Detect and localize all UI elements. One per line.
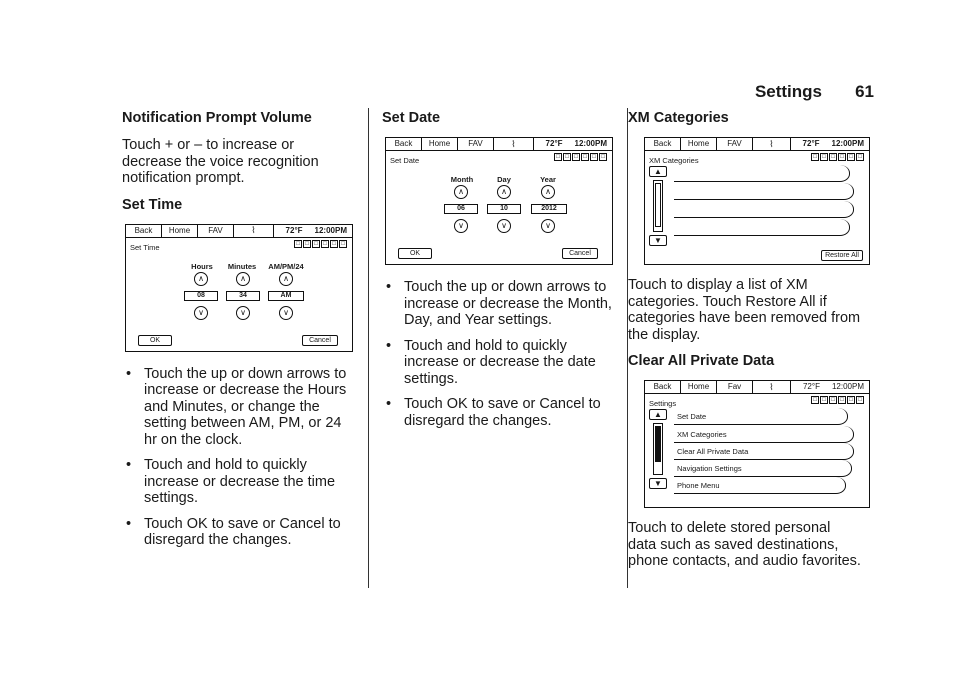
- heading-clear-private-data: Clear All Private Data: [628, 353, 775, 369]
- status-icon: □: [856, 396, 864, 404]
- home-button[interactable]: Home: [681, 381, 717, 393]
- back-button[interactable]: Back: [126, 225, 162, 237]
- fav-button[interactable]: FAV: [198, 225, 234, 237]
- month-down-button[interactable]: ∨: [454, 219, 468, 233]
- climate-icon[interactable]: ⌇: [753, 138, 791, 150]
- month-up-button[interactable]: ∧: [454, 185, 468, 199]
- clock: 12:00PM: [831, 382, 864, 391]
- ampm-label: AM/PM/24: [268, 261, 304, 271]
- ok-button[interactable]: OK: [398, 248, 432, 259]
- settings-screen: [644, 380, 870, 508]
- hours-value: 08: [184, 291, 218, 301]
- bullet-item: • Touch the up or down arrows to increase or decrease the Hours and Minutes, or change the setting between AM, PM, or 24 hr on the clock.: [126, 365, 347, 448]
- status-icon: □: [294, 240, 302, 248]
- clock: 12:00PM: [574, 139, 607, 148]
- list-item-xm-categories[interactable]: XM Categories: [674, 426, 854, 443]
- temperature: 72°F: [802, 139, 820, 148]
- ampm-up-button[interactable]: ∧: [279, 272, 293, 286]
- cancel-button[interactable]: Cancel: [302, 335, 338, 346]
- climate-icon[interactable]: ⌇: [234, 225, 274, 237]
- fav-button[interactable]: Fav: [717, 381, 753, 393]
- day-up-button[interactable]: ∧: [497, 185, 511, 199]
- status-icon: □: [838, 396, 846, 404]
- status-icons: [811, 153, 864, 161]
- status-icon: □: [330, 240, 338, 248]
- fav-button[interactable]: FAV: [458, 138, 494, 150]
- temperature: 72°F: [802, 382, 820, 391]
- status-icons: [811, 396, 864, 404]
- ampm-value: AM: [268, 291, 304, 301]
- status-icon: □: [811, 396, 819, 404]
- status-icon: □: [829, 396, 837, 404]
- list-item-set-date[interactable]: Set Date: [674, 408, 848, 425]
- column-2: [382, 110, 618, 438]
- year-up-button[interactable]: ∧: [541, 185, 555, 199]
- home-button[interactable]: Home: [422, 138, 458, 150]
- scroll-down-button[interactable]: ▼: [649, 235, 667, 246]
- clear-data-paragraph: Touch to delete stored personal data such as saved destinations, phone contacts, and audio favorites.: [628, 520, 861, 569]
- back-button[interactable]: Back: [645, 138, 681, 150]
- status-icon: □: [339, 240, 347, 248]
- column-3: [628, 110, 878, 580]
- screen-title: XM Categories: [649, 156, 699, 165]
- status-icon: □: [820, 396, 828, 404]
- minutes-value: 34: [226, 291, 260, 301]
- fav-button[interactable]: FAV: [717, 138, 753, 150]
- xm-categories-screen: [644, 137, 870, 265]
- status-icon: □: [303, 240, 311, 248]
- back-button[interactable]: Back: [645, 381, 681, 393]
- list-item-clear-private-data[interactable]: Clear All Private Data: [674, 443, 854, 460]
- heading-xm-categories: XM Categories: [628, 110, 729, 126]
- status-icon: □: [312, 240, 320, 248]
- set-date-screen: [385, 137, 613, 265]
- home-button[interactable]: Home: [681, 138, 717, 150]
- bullet-item: • Touch and hold to quickly increase or decrease the date settings.: [386, 337, 596, 387]
- climate-icon[interactable]: ⌇: [494, 138, 534, 150]
- screen-title: Set Date: [390, 156, 420, 165]
- status-icon: □: [554, 153, 562, 161]
- bullet-item: • Touch the up or down arrows to increase or decrease the Month, Day, and Year settings.: [386, 279, 612, 328]
- year-value: 2012: [531, 204, 567, 214]
- status-icon: □: [811, 153, 819, 161]
- xm-paragraph: Touch to display a list of XM categories. Touch Restore All if categories have been removed from the display.: [628, 277, 861, 343]
- minutes-label: Minutes: [227, 261, 257, 271]
- ampm-down-button[interactable]: ∨: [279, 306, 293, 320]
- list-item[interactable]: [674, 201, 854, 218]
- clock: 12:00PM: [831, 139, 864, 148]
- clock: 12:00PM: [314, 225, 347, 235]
- screen-title: Settings: [649, 399, 677, 408]
- set-time-screen: [125, 224, 353, 352]
- temperature: 72°F: [545, 139, 563, 148]
- heading-set-time: Set Time: [122, 196, 183, 213]
- day-down-button[interactable]: ∨: [497, 219, 511, 233]
- status-icons: [294, 240, 347, 248]
- status-icon: □: [321, 240, 329, 248]
- status-icon: □: [838, 153, 846, 161]
- heading-set-date: Set Date: [382, 110, 441, 126]
- scrollbar[interactable]: [653, 423, 663, 475]
- climate-icon[interactable]: ⌇: [753, 381, 791, 393]
- status-icon: □: [581, 153, 589, 161]
- year-label: Year: [540, 175, 556, 184]
- status-icon: □: [847, 396, 855, 404]
- status-icon: □: [572, 153, 580, 161]
- list-item[interactable]: [674, 165, 850, 182]
- cancel-button[interactable]: Cancel: [562, 248, 598, 259]
- hours-label: Hours: [191, 261, 213, 271]
- status-icon: □: [563, 153, 571, 161]
- hours-down-button[interactable]: ∨: [194, 306, 208, 320]
- page-number: 61: [855, 82, 874, 101]
- home-button[interactable]: Home: [162, 225, 198, 237]
- list-item-navigation-settings[interactable]: Navigation Settings: [674, 460, 852, 477]
- section-title: Settings: [754, 82, 822, 101]
- status-icon: □: [856, 153, 864, 161]
- notification-paragraph: Touch + or – to increase or decrease the voice recognition notification prompt.: [122, 137, 319, 186]
- status-icon: □: [590, 153, 598, 161]
- status-icon: □: [820, 153, 828, 161]
- restore-all-button[interactable]: Restore All: [821, 250, 863, 261]
- ok-button[interactable]: OK: [138, 335, 172, 346]
- settings-list: [674, 408, 869, 507]
- heading-notification-prompt: Notification Prompt Volume: [122, 110, 312, 126]
- minutes-up-button[interactable]: ∧: [236, 272, 250, 286]
- bullet-item: • Touch OK to save or Cancel to disregard the changes.: [126, 515, 341, 548]
- day-value: 10: [487, 204, 521, 214]
- day-label: Day: [497, 175, 511, 184]
- status-icon: □: [847, 153, 855, 161]
- back-button[interactable]: Back: [386, 138, 422, 150]
- minutes-down-button[interactable]: ∨: [236, 306, 250, 320]
- scroll-up-button[interactable]: ▲: [649, 166, 667, 177]
- status-icons: [554, 153, 607, 161]
- temperature: 72°F: [285, 225, 303, 235]
- list-item-phone-menu[interactable]: Phone Menu: [674, 477, 846, 494]
- status-icon: □: [599, 153, 607, 161]
- year-down-button[interactable]: ∨: [541, 219, 555, 233]
- status-icon: □: [829, 153, 837, 161]
- screen-title: Set Time: [130, 242, 160, 252]
- list-item[interactable]: [674, 183, 854, 200]
- month-value: 06: [444, 204, 478, 214]
- scroll-up-button[interactable]: ▲: [649, 409, 667, 420]
- bullet-item: • Touch OK to save or Cancel to disregard the changes.: [386, 396, 601, 429]
- scrollbar[interactable]: [653, 180, 663, 232]
- month-label: Month: [450, 175, 474, 184]
- column-1: [122, 110, 358, 558]
- column-divider: [368, 108, 369, 588]
- list-item[interactable]: [674, 219, 850, 236]
- hours-up-button[interactable]: ∧: [194, 272, 208, 286]
- scroll-down-button[interactable]: ▼: [649, 478, 667, 489]
- page-header: [0, 82, 960, 104]
- bullet-item: • Touch and hold to quickly increase or decrease the time settings.: [126, 457, 336, 506]
